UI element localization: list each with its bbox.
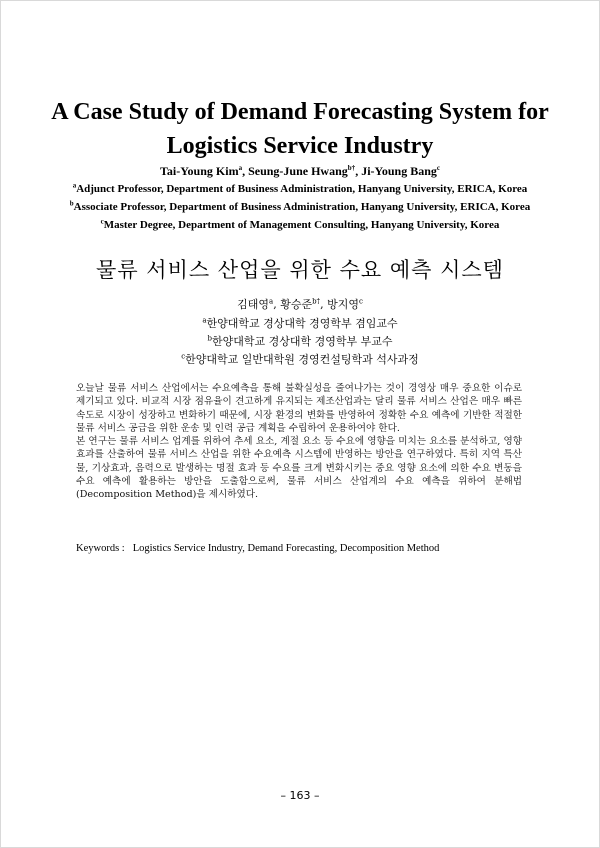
keywords-label: Keywords : xyxy=(76,543,125,554)
author-name: Seung-June Hwang xyxy=(248,164,348,178)
abstract-paragraph-1: 오늘날 물류 서비스 산업에서는 수요예측을 통해 불확실성을 줄여나가는 것이 경영상 매우 중요한 이슈로 제기되고 있다. 비교적 시장 점유율이 견고하게 유지되는 제조산업과는 달리 물류 서비스 산업은 매우 빠른 속도로 시장이 성장하고 변화하기 때문에, 시장 환경의 변화를 반영하여 정확한 수요 예측에 기반한 적절한 물류 서비스 공급을 위한 운송 및 인력 공급 계획을 수립하여 운용하여야 한다. xyxy=(76,383,522,434)
abstract-paragraph-2: 본 연구는 물류 서비스 업계를 위하여 추세 요소, 계절 요소 등 수요에 영향을 미치는 요소를 분석하고, 영향 효과를 산출하여 물류 서비스 산업을 위한 수요예측 시스템에 반영하는 방안을 연구하였다. 특히 지역 특산물, 기상효과, 음력으로 발생하는 명절 효과 등 수요를 크게 변화시키는 중요 영향 요소에 의한 수요 변동을 수요 예측에 활용하는 방안을 도출함으로써, 물류 서비스 산업계의 수요 예측을 위하여 분해법(Decomposition Method)을 제시하였다. xyxy=(76,436,522,501)
korean-affiliation-mark: c xyxy=(181,352,186,361)
korean-author-mark: b† xyxy=(312,297,321,306)
affiliation-text: Master Degree, Department of Management Consulting, Hanyang University, Korea xyxy=(103,219,500,231)
korean-affiliation-a xyxy=(0,316,600,331)
korean-affiliation-text: 한양대학교 경상대학 경영학부 부교수 xyxy=(211,335,393,348)
author-mark: c xyxy=(436,164,440,172)
korean-author-separator: , xyxy=(273,298,281,311)
keywords-text: Logistics Service Industry, Demand Forecasting, Decomposition Method xyxy=(132,543,440,554)
korean-author-name: 김태영 xyxy=(237,298,269,311)
paper-title-line-2: Logistics Service Industry xyxy=(166,133,434,159)
korean-title: 물류 서비스 산업을 위한 수요 예측 시스템 xyxy=(96,258,504,282)
korean-author-name: 황승준 xyxy=(280,298,313,311)
author-mark: b† xyxy=(347,164,356,172)
affiliation-mark: a xyxy=(72,181,77,190)
keywords xyxy=(76,542,536,556)
korean-affiliation-mark: a xyxy=(202,316,207,325)
korean-affiliation-b xyxy=(0,334,600,349)
page-number: – 163 – xyxy=(280,789,320,802)
author-name: Ji-Young Bang xyxy=(361,164,437,178)
korean-affiliation-mark: b xyxy=(207,334,212,343)
affiliation-text: Associate Professor, Department of Business Administration, Hanyang University, ERICA, Korea xyxy=(73,201,531,213)
korean-affiliation-text: 한양대학교 일반대학원 경영컨설팅학과 석사과정 xyxy=(185,353,419,366)
paper-title-line-1: A Case Study of Demand Forecasting System for xyxy=(51,99,549,125)
korean-author-mark: c xyxy=(358,297,363,306)
korean-author-mark: a xyxy=(269,297,274,306)
korean-affiliation-c xyxy=(0,352,600,367)
author-separator: , xyxy=(355,164,362,178)
affiliation-text: Adjunct Professor, Department of Business Administration, Hanyang University, ERICA, Korea xyxy=(76,183,528,195)
affiliation-a xyxy=(0,182,600,197)
korean-affiliation-text: 한양대학교 경상대학 경영학부 겸임교수 xyxy=(206,317,398,330)
author-mark: a xyxy=(238,164,243,172)
author-name: Tai-Young Kim xyxy=(159,164,239,178)
affiliation-mark: b xyxy=(69,199,74,208)
korean-author-separator: , xyxy=(320,298,328,311)
affiliation-mark: c xyxy=(100,217,104,226)
abstract xyxy=(76,382,522,502)
author-list xyxy=(0,163,600,179)
korean-author-list xyxy=(0,297,600,312)
korean-author-name: 방지영 xyxy=(327,298,359,311)
affiliation-c xyxy=(0,218,600,233)
author-separator: , xyxy=(242,164,249,178)
affiliation-b xyxy=(0,200,600,215)
